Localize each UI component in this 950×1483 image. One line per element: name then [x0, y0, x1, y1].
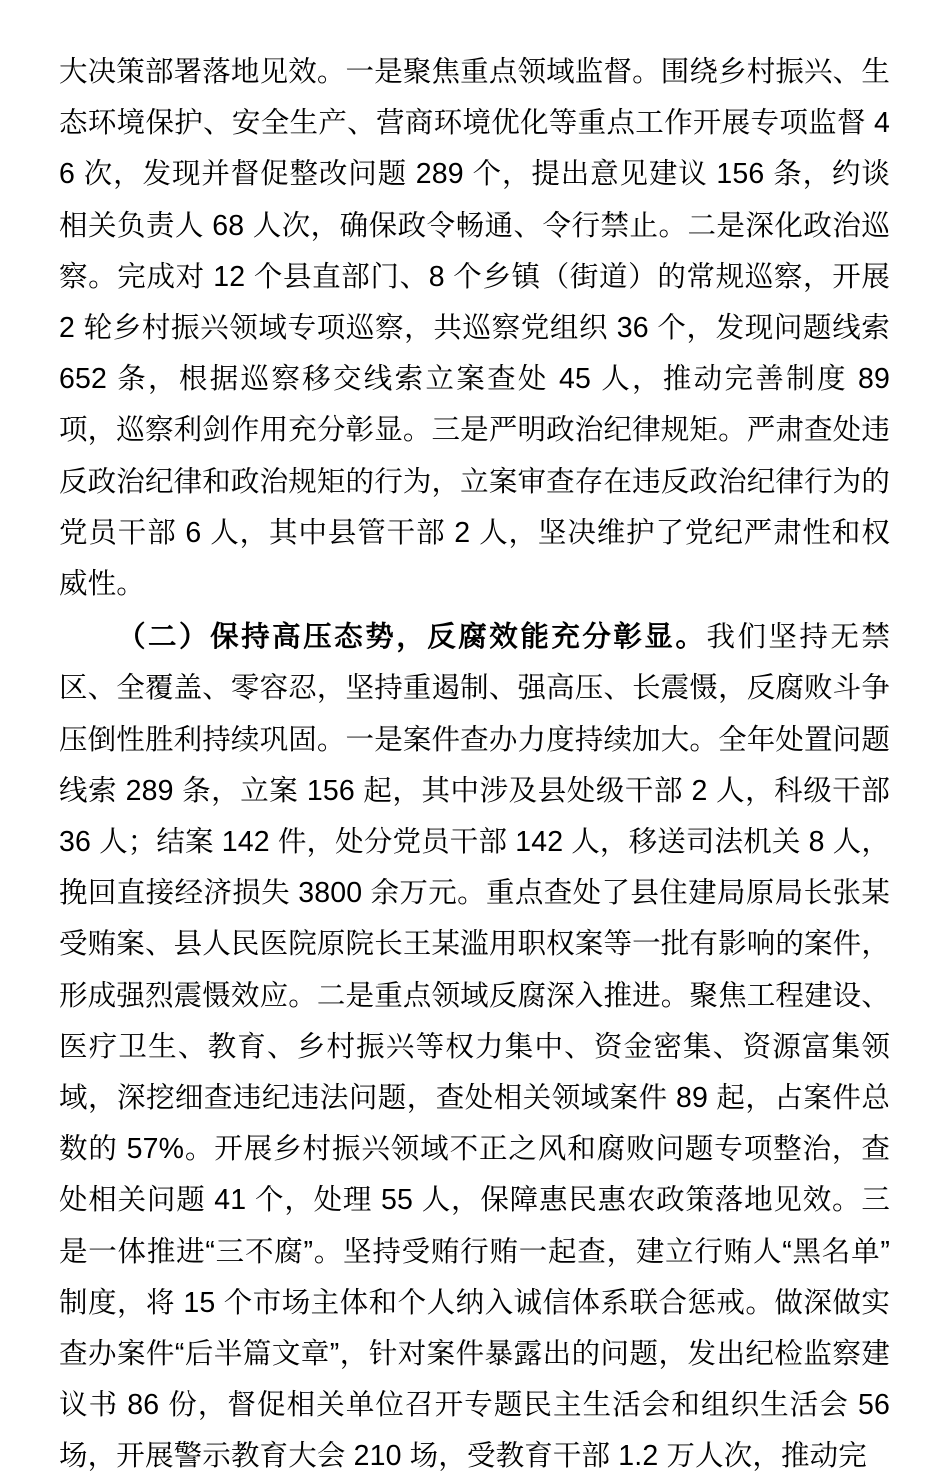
section-heading-two: （二）保持高压态势，反腐效能充分彰显。 [117, 621, 707, 654]
section-two-text: 我们坚持无禁区、全覆盖、零容忍，坚持重遏制、强高压、长震慑，反腐败斗争压倒性胜利持续巩固。一是案件查办力度持续加大。全年处置问题线索 289 条，立案 156 起，其中涉及县处级干部 2 人，科级干部 36 人；结案 142 件，处分党员干部 142 人，移送司法机关 8 人，挽回直接经济损失 3800 余万元。重点查处了县住建局原局长张某受贿案、县人民医院原院长王某滥用职权案等一批有影响的案件，形成强烈震慑效应。二是重点领域反腐深入推进。聚焦工程建设、医疗卫生、教育、乡村振兴等权力集中、资金密集、资源富集领域，深挖细查违纪违法问题，查处相关领域案件 89 起，占案件总数的 57%。开展乡村振兴领域不正之风和腐败问题专项整治，查处相关问题 41 个，处理 55 人，保障惠民惠农政策落地见效。三是一体推进“三不腐”。坚持受贿行贿一起查，建立行贿人“黑名单”制度，将 15 个市场主体和个人纳入诚信体系联合惩戒。做深做实查办案件“后半篇文章”，针对案件暴露出的问题，发出纪检监察建议书 86 份，督促相关单位召开专题民主生活会和组织生活会 56 场，开展警示教育大会 210 场，受教育干部 1.2 万人次，推动完 [59, 621, 890, 1473]
paragraph-section-two [59, 612, 890, 1482]
paragraph-continuation: 大决策部署落地见效。一是聚焦重点领域监督。围绕乡村振兴、生态环境保护、安全生产、营商环境优化等重点工作开展专项监督 46 次，发现并督促整改问题 289 个，提出意见建议 156 条，约谈相关负责人 68 人次，确保政令畅通、令行禁止。二是深化政治巡察。完成对 12 个县直部门、8 个乡镇（街道）的常规巡察，开展 2 轮乡村振兴领域专项巡察，共巡察党组织 36 个，发现问题线索 652 条，根据巡察移交线索立案查处 45 人，推动完善制度 89 项，巡察利剑作用充分彰显。三是严明政治纪律规矩。严肃查处违反政治纪律和政治规矩的行为，立案审查存在违反政治纪律行为的党员干部 6 人，其中县管干部 2 人，坚决维护了党纪严肃性和权威性。 [59, 56, 890, 601]
document-body [59, 47, 890, 1483]
